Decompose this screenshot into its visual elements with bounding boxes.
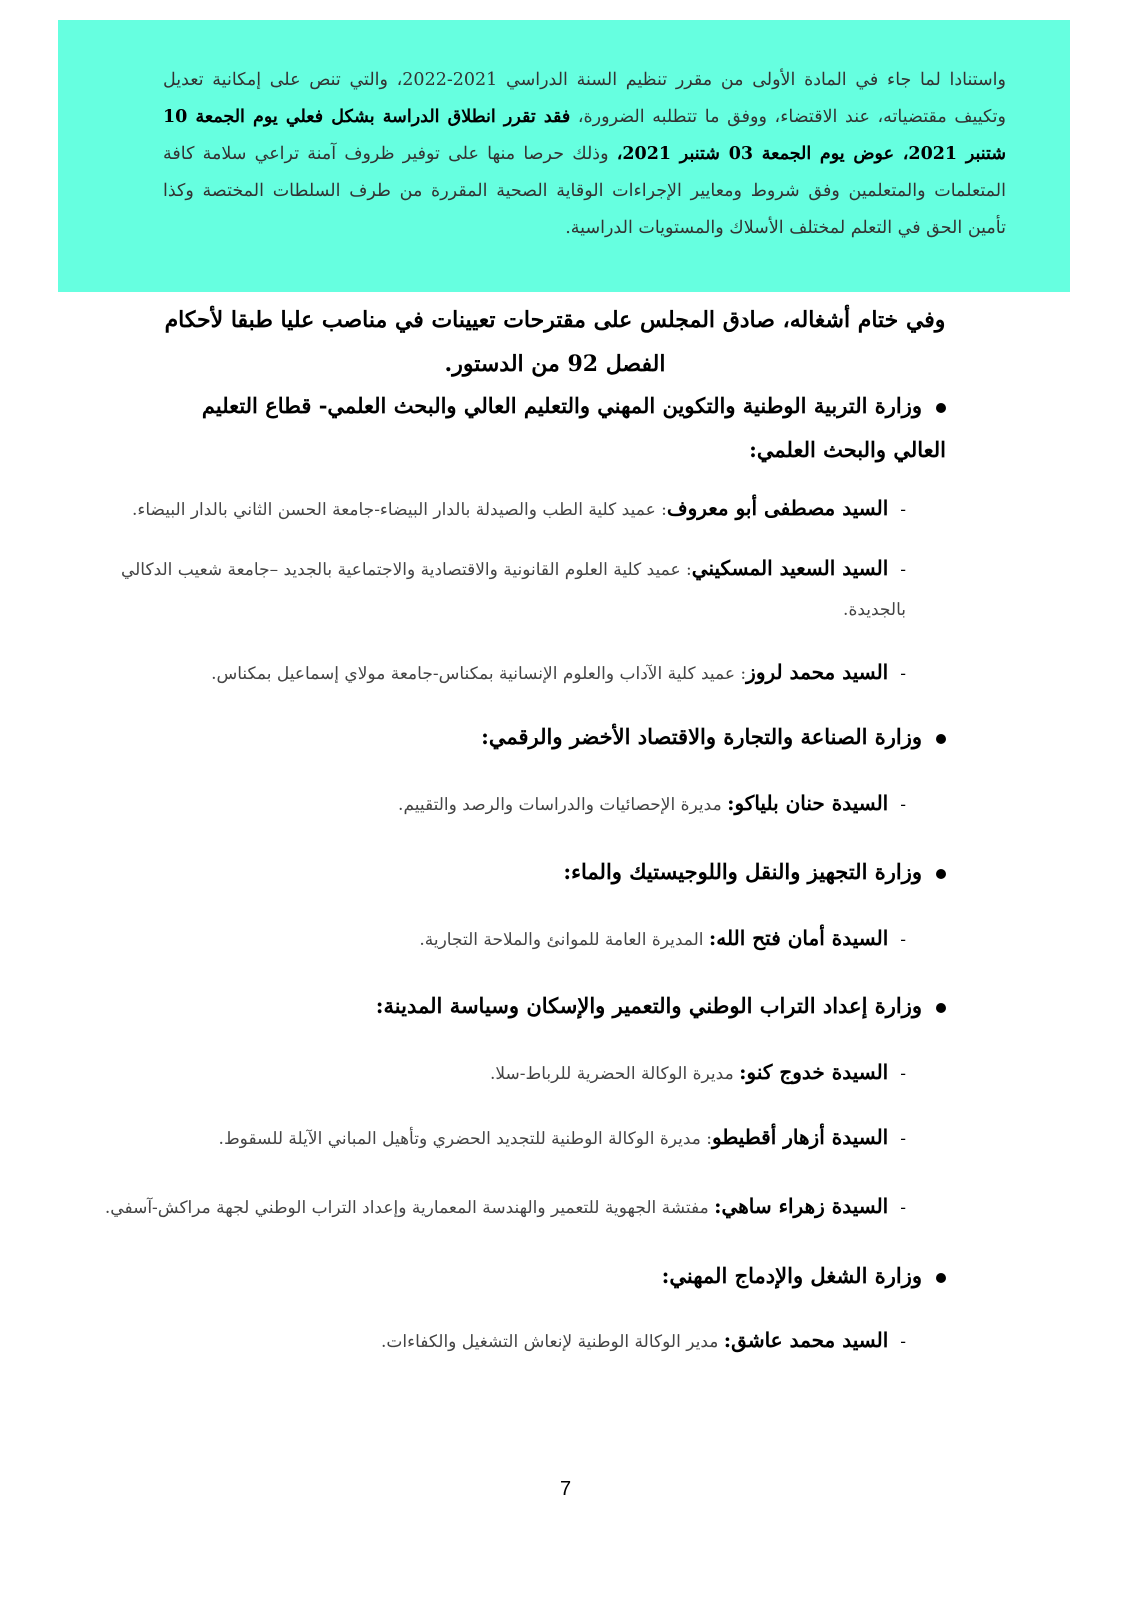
appointee-name: السيدة أزهار أقطيطو bbox=[712, 1125, 889, 1149]
appointee-role: : عميد كلية الآداب والعلوم الإنسانية بمكناس-جامعة مولاي إسماعيل بمكناس. bbox=[211, 664, 747, 684]
ministry-title: وزارة الصناعة والتجارة والاقتصاد الأخضر والرقمي: bbox=[481, 724, 922, 749]
ministry-heading-industry bbox=[481, 715, 946, 759]
bullet-icon bbox=[936, 1273, 946, 1283]
bullet-icon bbox=[936, 403, 946, 413]
dash-icon: - bbox=[900, 1332, 906, 1352]
appointee-name: السيد مصطفى أبو معروف bbox=[666, 496, 889, 520]
appointee-role: : عميد كلية العلوم القانونية والاقتصادية والاجتماعية بالجديد –جامعة شعيب الدكالي بالجديدة. bbox=[120, 560, 906, 620]
dash-icon: - bbox=[900, 664, 906, 684]
appointee-role: المديرة العامة للموانئ والملاحة التجارية. bbox=[419, 930, 709, 950]
appointee-line bbox=[219, 1117, 906, 1159]
appointee-role: : مديرة الوكالة الوطنية للتجديد الحضري وتأهيل المباني الآيلة للسقوط. bbox=[218, 1129, 712, 1149]
appointee-line bbox=[490, 1052, 906, 1094]
appointee-name: السيدة أمان فتح الله: bbox=[708, 926, 889, 950]
ministry-title: وزارة التجهيز والنقل واللوجيستيك والماء: bbox=[563, 859, 922, 884]
appointee-role: مفتشة الجهوية للتعمير والهندسة المعمارية وإعداد التراب الوطني لجهة مراكش-آسفي. bbox=[104, 1198, 715, 1218]
notice-text-1: واستنادا لما جاء في المادة الأولى من مقرر تنظيم السنة الدراسي 2021-2022، والتي تنص على إمكانية تعديل وتكييف مقتضياته، عند الاقتضاء، ووفق ما تتطلبه الضرورة، bbox=[163, 70, 1006, 127]
appointee-role: مديرة الإحصائيات والدراسات والرصد والتقييم. bbox=[398, 795, 728, 815]
appointee-line bbox=[211, 652, 906, 694]
appointee-line bbox=[132, 488, 906, 530]
appointee-line bbox=[381, 1320, 906, 1362]
appointee-name: السيد السعيد المسكيني bbox=[691, 556, 889, 580]
bullet-icon bbox=[936, 734, 946, 744]
ministry-heading-employment bbox=[662, 1254, 946, 1298]
appointee-line bbox=[398, 783, 906, 825]
appointee-name: السيد محمد عاشق: bbox=[723, 1328, 889, 1352]
bullet-icon bbox=[936, 1003, 946, 1013]
ministry-title: وزارة الشغل والإدماج المهني: bbox=[661, 1263, 922, 1288]
highlighted-notice bbox=[58, 20, 1070, 292]
ministry-heading-planning bbox=[376, 984, 946, 1028]
dash-icon: - bbox=[900, 930, 906, 950]
appointee-name: السيدة حنان بلياكو: bbox=[727, 791, 889, 815]
resolution-heading: وفي ختام أشغاله، صادق المجلس على مقترحات تعيينات في مناصب عليا طبقا لأحكام الفصل 92 من الدستور. bbox=[164, 307, 946, 377]
appointee-line bbox=[105, 1186, 906, 1228]
appointee-role: مديرة الوكالة الحضرية للرباط-سلا. bbox=[489, 1064, 740, 1084]
appointee-role: : عميد كلية الطب والصيدلة بالدار البيضاء-جامعة الحسن الثاني بالدار البيضاء. bbox=[131, 500, 667, 520]
dash-icon: - bbox=[900, 1129, 906, 1149]
notice-text-2: وذلك حرصا منها على توفير ظروف آمنة تراعي سلامة كافة المتعلمات والمتعلمين وفق شروط ومعايير الإجراءات الوقاية الصحية المقررة من طرف السلطات المختصة وكذا تأمين الحق في التعلم لمختلف الأسلاك والمستويات الدراسية. bbox=[163, 144, 1006, 238]
dash-icon: - bbox=[900, 500, 906, 520]
appointee-line bbox=[419, 918, 906, 960]
ministry-title: وزارة التربية الوطنية والتكوين المهني والتعليم العالي والبحث العلمي- قطاع التعليم العالي والبحث العلمي: bbox=[201, 393, 946, 462]
page-number: 7 bbox=[559, 1478, 572, 1500]
bullet-icon bbox=[936, 869, 946, 879]
appointee-name: السيد محمد لروز bbox=[746, 660, 889, 684]
appointee-name: السيدة زهراء ساهي: bbox=[714, 1194, 889, 1218]
ministry-heading-education bbox=[176, 384, 946, 472]
dash-icon: - bbox=[900, 1064, 906, 1084]
appointee-name: السيدة خدوج كنو: bbox=[739, 1060, 889, 1084]
dash-icon: - bbox=[900, 1198, 906, 1218]
dash-icon: - bbox=[900, 795, 906, 815]
dash-icon: - bbox=[900, 560, 906, 580]
ministry-title: وزارة إعداد التراب الوطني والتعمير والإسكان وسياسة المدينة: bbox=[375, 993, 922, 1018]
appointee-role: مدير الوكالة الوطنية لإنعاش التشغيل والكفاءات. bbox=[380, 1332, 724, 1352]
notice-bold-date: فقد تقرر انطلاق الدراسة بشكل فعلي يوم الجمعة 10 شتنبر 2021، عوض يوم الجمعة 03 شتنبر 2021، bbox=[163, 107, 1007, 164]
ministry-heading-equipment bbox=[563, 850, 946, 894]
appointee-line bbox=[106, 548, 906, 630]
